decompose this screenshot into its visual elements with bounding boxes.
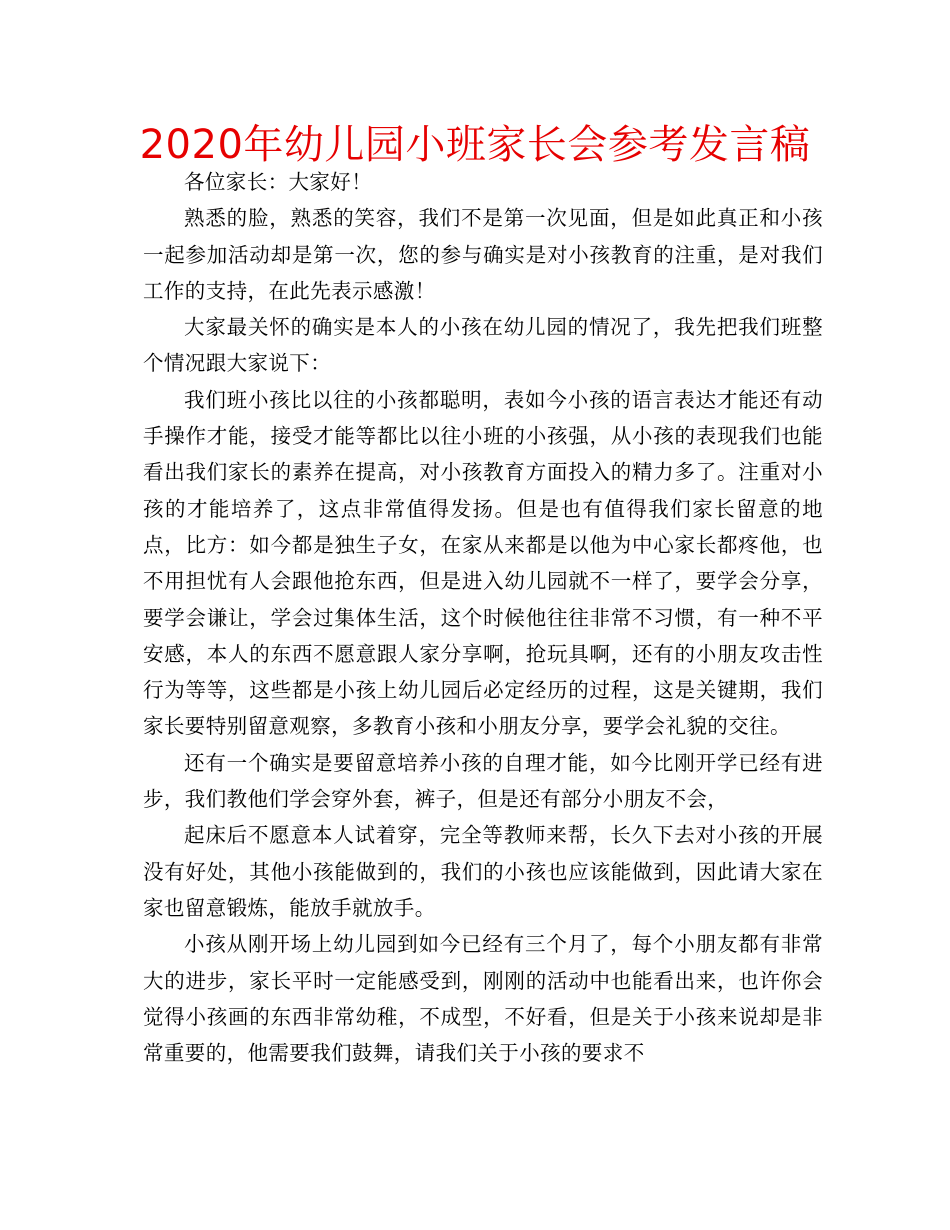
- document-title: 2020年幼儿园小班家长会参考发言稿: [139, 122, 811, 168]
- paragraph-greeting: 各位家长：大家好！: [184, 170, 373, 194]
- paragraph: 还有一个确实是要留意培养小孩的自理才能，如今比刚开学已经有进步，我们教他们学会穿外套，裤子，但是还有部分小朋友不会，: [143, 750, 823, 812]
- paragraph: 我们班小孩比以往的小孩都聪明，表如今小孩的语言表达才能还有动手操作才能，接受才能等都比以往小班的小孩强，从小孩的表现我们也能看出我们家长的素养在提高，对小孩教育方面投入的精力多了。注重对小孩的才能培养了，这点非常值得发扬。但是也有值得我们家长留意的地点，比方：如今都是独生子女，在家从来都是以他为中心家长都疼他，也不用担忧有人会跟他抢东西，但是进入幼儿园就不一样了，要学会分享，要学会谦让，学会过集体生活，这个时候他往往非常不习惯，有一种不平安感，本人的东西不愿意跟人家分享啊，抢玩具啊，还有的小朋友攻击性行为等等，这些都是小孩上幼儿园后必定经历的过程，这是关键期，我们家长要特别留意观察，多教育小孩和小朋友分享，要学会礼貌的交往。: [143, 387, 823, 739]
- paragraph: 大家最关怀的确实是本人的小孩在幼儿园的情况了，我先把我们班整个情况跟大家说下：: [143, 315, 823, 376]
- paragraph: 起床后不愿意本人试着穿，完全等教师来帮，长久下去对小孩的开展没有好处，其他小孩能做到的，我们的小孩也应该能做到，因此请大家在家也留意锻炼，能放手就放手。: [143, 823, 823, 920]
- paragraph: 熟悉的脸，熟悉的笑容，我们不是第一次见面，但是如此真正和小孩一起参加活动却是第一次，您的参与确实是对小孩教育的注重，是对我们工作的支持，在此先表示感激！: [143, 206, 823, 303]
- document-body: [143, 164, 823, 1071]
- paragraph: 小孩从刚开场上幼儿园到如今已经有三个月了，每个小朋友都有非常大的进步，家长平时一定能感受到，刚刚的活动中也能看出来，也许你会觉得小孩画的东西非常幼稚，不成型，不好看，但是关于小孩来说却是非常重要的，他需要我们鼓舞，请我们关于小孩的要求不: [143, 932, 823, 1066]
